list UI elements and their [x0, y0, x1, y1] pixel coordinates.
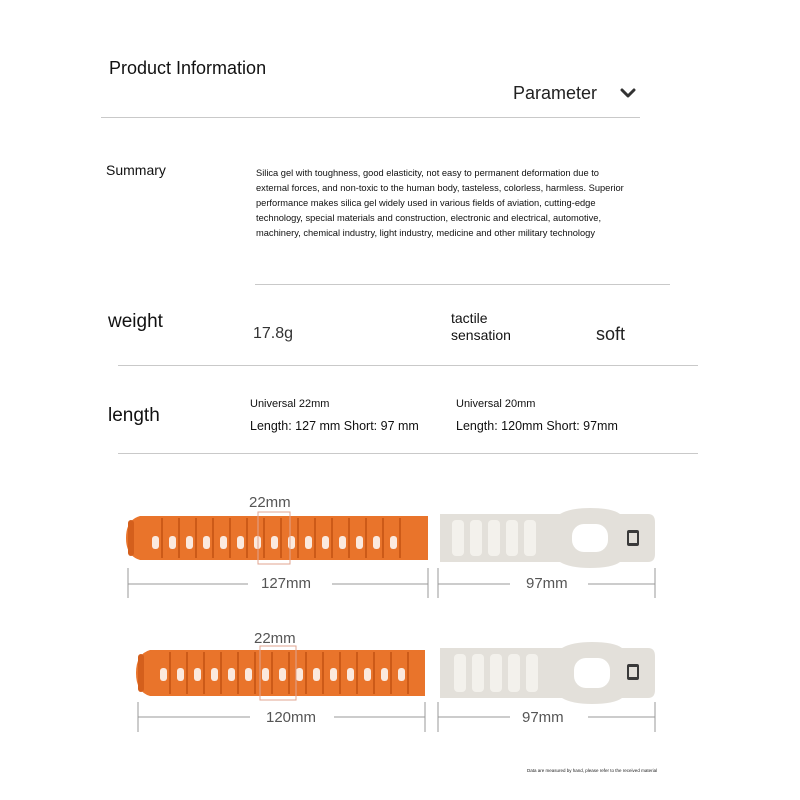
tactile-label-line: tactile	[451, 310, 488, 326]
strap-tip-shadow	[128, 520, 134, 556]
strap-diagram-22mm	[0, 490, 800, 610]
strap-tip-shadow	[138, 654, 144, 692]
short-strap-length-label: 97mm	[522, 709, 564, 726]
chevron-down-icon[interactable]	[619, 86, 637, 100]
strap-diagram-20mm	[0, 626, 800, 746]
parameter-tab[interactable]: Parameter	[513, 83, 598, 103]
strap-width-label: 22mm	[249, 494, 291, 511]
length-label: length	[108, 405, 160, 426]
divider	[101, 117, 640, 118]
tactile-value: soft	[596, 324, 626, 344]
summary-line: machinery, chemical industry, light industry, medicine and other military technology	[256, 228, 595, 238]
universal-20-title: Universal 20mm	[456, 398, 536, 410]
summary-line: Silica gel with toughness, good elasticity, not easy to permanent deformation due to	[256, 168, 599, 178]
weight-label: weight	[108, 311, 163, 332]
divider	[118, 453, 698, 454]
strap-loop-hole	[574, 658, 610, 688]
measurement-footnote: Data are measured by hand, please refer to the received material	[527, 768, 658, 773]
short-strap-length-label: 97mm	[526, 575, 568, 592]
long-strap-holes	[152, 536, 397, 549]
tactile-sensation-label	[451, 310, 511, 344]
strap-width-label: 22mm	[254, 630, 296, 647]
divider	[255, 284, 670, 285]
summary-line: external forces, and non-toxic to the human body, tasteless, colorless, harmless. Superior	[256, 183, 624, 193]
summary-label: Summary	[106, 162, 166, 178]
summary-line: performance makes silica gel widely used in various fields of aviation, cutting-edge	[256, 198, 596, 208]
universal-20-spec: Length: 120mm Short: 97mm	[456, 419, 618, 433]
divider	[118, 365, 698, 366]
tactile-label-line: sensation	[451, 327, 511, 343]
long-strap-holes	[160, 668, 405, 681]
long-strap-length-label: 120mm	[266, 709, 317, 726]
universal-22-title: Universal 22mm	[250, 398, 330, 410]
long-strap-length-label: 127mm	[261, 575, 312, 592]
strap-loop-hole	[572, 524, 608, 552]
summary-text	[256, 166, 676, 241]
summary-line: technology, special materials and construction, electronic and electrical, automotive,	[256, 213, 602, 223]
page-title: Product Information	[109, 58, 267, 78]
universal-22-spec: Length: 127 mm Short: 97 mm	[250, 419, 419, 433]
weight-value: 17.8g	[253, 325, 294, 342]
